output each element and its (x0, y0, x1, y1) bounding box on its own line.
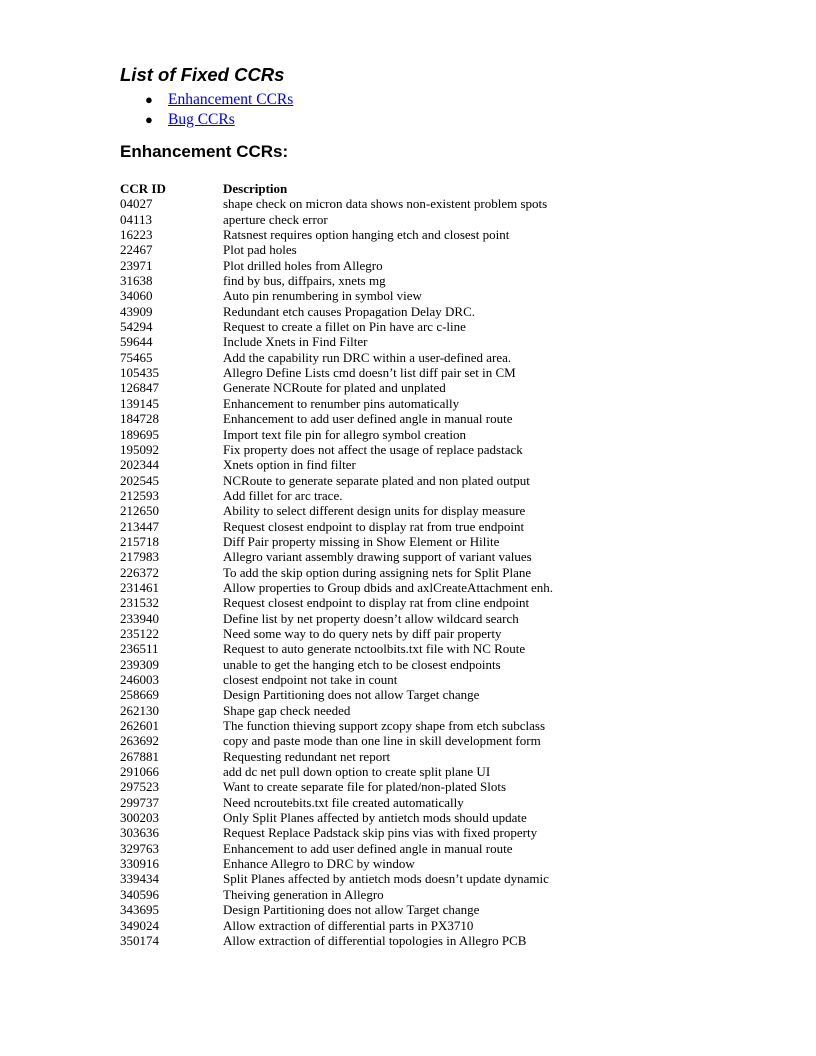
table-row (120, 457, 553, 472)
table-row (120, 764, 553, 779)
description-cell: Want to create separate file for plated/non-plated Slots (223, 779, 507, 795)
description-cell: Add the capability run DRC within a user-defined area. (223, 349, 512, 365)
ccr-id-cell: 22467 (120, 242, 153, 258)
description-cell: Ability to select different design units for display measure (223, 503, 526, 519)
description-cell: Plot pad holes (223, 242, 297, 258)
ccr-id-cell: 212650 (120, 503, 159, 519)
description-cell: Need some way to do query nets by diff pair property (223, 625, 502, 641)
ccr-id-cell: 350174 (120, 932, 159, 948)
table-row (120, 918, 553, 933)
description-cell: Design Partitioning does not allow Target change (223, 687, 480, 703)
ccr-id-cell: 291066 (120, 764, 159, 780)
table-row (120, 580, 553, 595)
description-cell: shape check on micron data shows non-existent problem spots (223, 196, 548, 212)
table-row (120, 258, 553, 273)
ccr-id-cell: 59644 (120, 334, 153, 350)
table-row (120, 749, 553, 764)
ccr-id-cell: 267881 (120, 748, 159, 764)
description-cell: Allow properties to Group dbids and axlCreateAttachment enh. (223, 579, 553, 595)
ccr-id-cell: 343695 (120, 902, 159, 918)
description-cell: Xnets option in find filter (223, 457, 356, 473)
description-cell: Import text file pin for allegro symbol creation (223, 426, 466, 442)
ccr-id-cell: 215718 (120, 533, 159, 549)
table-of-contents (120, 90, 780, 130)
ccr-id-cell: 300203 (120, 810, 159, 826)
description-cell: NCRoute to generate separate plated and non plated output (223, 472, 530, 488)
description-cell: Request to create a fillet on Pin have arc c-line (223, 319, 466, 335)
ccr-id-cell: 329763 (120, 840, 159, 856)
description-cell: Redundant etch causes Propagation Delay DRC. (223, 303, 475, 319)
table-row (120, 902, 553, 917)
table-row (120, 825, 553, 840)
table-row (120, 534, 553, 549)
description-cell: Fix property does not affect the usage of replace padstack (223, 441, 523, 457)
description-cell: Design Partitioning does not allow Target change (223, 902, 480, 918)
table-row (120, 687, 553, 702)
bug-ccrs-link[interactable]: Bug CCRs (168, 111, 235, 128)
table-row (120, 795, 553, 810)
ccr-id-cell: 233940 (120, 610, 159, 626)
section-title-enhancement: Enhancement CCRs: (120, 142, 289, 161)
table-row (120, 779, 553, 794)
description-cell: Diff Pair property missing in Show Element or Hilite (223, 533, 500, 549)
table-row (120, 549, 553, 564)
ccr-id-cell: 31638 (120, 273, 153, 289)
description-cell: Only Split Planes affected by antietch mods should update (223, 810, 527, 826)
table-row (120, 288, 553, 303)
ccr-id-cell: 231461 (120, 579, 159, 595)
ccr-id-cell: 184728 (120, 411, 159, 427)
table-row (120, 427, 553, 442)
table-row (120, 488, 553, 503)
toc-item-bug (120, 110, 780, 130)
ccr-id-cell: 217983 (120, 549, 159, 565)
description-cell: unable to get the hanging etch to be closest endpoints (223, 656, 501, 672)
description-cell: The function thieving support zcopy shape from etch subclass (223, 718, 546, 734)
description-cell: To add the skip option during assigning nets for Split Plane (223, 564, 532, 580)
ccr-id-cell: 139145 (120, 395, 159, 411)
table-row (120, 657, 553, 672)
table-row (120, 810, 553, 825)
table-row (120, 304, 553, 319)
toc-item-enhancement (120, 90, 780, 110)
ccr-id-cell: 189695 (120, 426, 159, 442)
description-cell: copy and paste mode than one line in skill development form (223, 733, 541, 749)
table-row (120, 871, 553, 886)
ccr-id-cell: 212593 (120, 487, 159, 503)
ccr-table (120, 181, 553, 948)
description-cell: Allow extraction of differential topologies in Allegro PCB (223, 932, 527, 948)
table-row (120, 641, 553, 656)
ccr-id-cell: 262601 (120, 718, 159, 734)
description-cell: Request Replace Padstack skip pins vias with fixed property (223, 825, 538, 841)
document-title: List of Fixed CCRs (120, 64, 285, 85)
table-row (120, 473, 553, 488)
table-row (120, 703, 553, 718)
ccr-id-cell: 195092 (120, 441, 159, 457)
description-cell: Requesting redundant net report (223, 748, 391, 764)
table-row (120, 227, 553, 242)
ccr-id-cell: 54294 (120, 319, 153, 335)
ccr-id-cell: 262130 (120, 702, 159, 718)
ccr-id-cell: 339434 (120, 871, 159, 887)
description-cell: Split Planes affected by antietch mods doesn’t update dynamic (223, 871, 549, 887)
table-row (120, 841, 553, 856)
bullet-icon: ● (145, 92, 153, 107)
table-row (120, 380, 553, 395)
ccr-id-cell: 105435 (120, 365, 159, 381)
ccr-id-cell: 43909 (120, 303, 153, 319)
ccr-id-cell: 231532 (120, 595, 159, 611)
description-cell: Enhancement to add user defined angle in manual route (223, 840, 513, 856)
table-row (120, 365, 553, 380)
document-page (120, 64, 780, 948)
ccr-id-cell: 202545 (120, 472, 159, 488)
description-cell: find by bus, diffpairs, xnets mg (223, 273, 386, 289)
bullet-icon: ● (145, 112, 153, 127)
ccr-id-cell: 330916 (120, 856, 159, 872)
description-cell: Enhancement to add user defined angle in manual route (223, 411, 513, 427)
ccr-id-cell: 340596 (120, 886, 159, 902)
table-row (120, 565, 553, 580)
table-row (120, 334, 553, 349)
table-row (120, 887, 553, 902)
description-cell: Define list by net property doesn’t allow wildcard search (223, 610, 519, 626)
table-header-row (120, 181, 553, 196)
table-row (120, 672, 553, 687)
table-row (120, 626, 553, 641)
description-cell: Allegro variant assembly drawing support of variant values (223, 549, 532, 565)
ccr-id-cell: 226372 (120, 564, 159, 580)
ccr-id-cell: 126847 (120, 380, 159, 396)
description-cell: Allow extraction of differential parts in PX3710 (223, 917, 474, 933)
ccr-id-cell: 239309 (120, 656, 159, 672)
table-row (120, 319, 553, 334)
ccr-id-cell: 303636 (120, 825, 159, 841)
table-row (120, 733, 553, 748)
description-cell: Plot drilled holes from Allegro (223, 257, 383, 273)
description-cell: Request closest endpoint to display rat from true endpoint (223, 518, 525, 534)
ccr-id-cell: 16223 (120, 227, 153, 243)
description-cell: aperture check error (223, 211, 328, 227)
table-row (120, 519, 553, 534)
ccr-id-cell: 299737 (120, 794, 159, 810)
table-row (120, 611, 553, 626)
ccr-id-cell: 04113 (120, 211, 153, 227)
description-cell: Auto pin renumbering in symbol view (223, 288, 422, 304)
description-cell: Theiving generation in Allegro (223, 886, 384, 902)
table-row (120, 595, 553, 610)
description-cell: closest endpoint not take in count (223, 672, 398, 687)
table-row (120, 273, 553, 288)
description-cell: Request closest endpoint to display rat from cline endpoint (223, 595, 530, 611)
ccr-id-cell: 202344 (120, 457, 159, 473)
enhancement-ccrs-link[interactable]: Enhancement CCRs (168, 91, 294, 108)
table-row (120, 196, 553, 211)
ccr-id-cell: 297523 (120, 779, 159, 795)
ccr-id-cell: 349024 (120, 917, 159, 933)
description-cell: Include Xnets in Find Filter (223, 334, 368, 350)
ccr-id-cell: 34060 (120, 288, 153, 304)
description-cell: Ratsnest requires option hanging etch and closest point (223, 227, 510, 243)
table-row (120, 933, 553, 948)
table-row (120, 350, 553, 365)
column-header-description: Description (223, 181, 288, 196)
ccr-id-cell: 235122 (120, 625, 159, 641)
ccr-id-cell: 04027 (120, 196, 153, 212)
description-cell: Generate NCRoute for plated and unplated (223, 380, 446, 396)
ccr-id-cell: 263692 (120, 733, 159, 749)
ccr-id-cell: 246003 (120, 672, 159, 687)
description-cell: Request to auto generate nctoolbits.txt file with NC Route (223, 641, 526, 657)
description-cell: Shape gap check needed (223, 702, 351, 718)
ccr-id-cell: 258669 (120, 687, 159, 703)
ccr-id-cell: 75465 (120, 349, 153, 365)
description-cell: Need ncroutebits.txt file created automatically (223, 794, 464, 810)
table-row (120, 411, 553, 426)
table-row (120, 856, 553, 871)
table-row (120, 503, 553, 518)
description-cell: add dc net pull down option to create split plane UI (223, 764, 491, 780)
description-cell: Enhance Allegro to DRC by window (223, 856, 415, 872)
table-body (120, 196, 553, 948)
table-row (120, 396, 553, 411)
ccr-id-cell: 23971 (120, 257, 153, 273)
table-row (120, 212, 553, 227)
table-row (120, 242, 553, 257)
table-row (120, 442, 553, 457)
description-cell: Enhancement to renumber pins automatically (223, 395, 460, 411)
description-cell: Add fillet for arc trace. (223, 487, 343, 503)
column-header-ccr-id: CCR ID (120, 181, 166, 196)
ccr-id-cell: 213447 (120, 518, 159, 534)
table-row (120, 718, 553, 733)
description-cell: Allegro Define Lists cmd doesn’t list diff pair set in CM (223, 365, 516, 381)
ccr-id-cell: 236511 (120, 641, 159, 657)
